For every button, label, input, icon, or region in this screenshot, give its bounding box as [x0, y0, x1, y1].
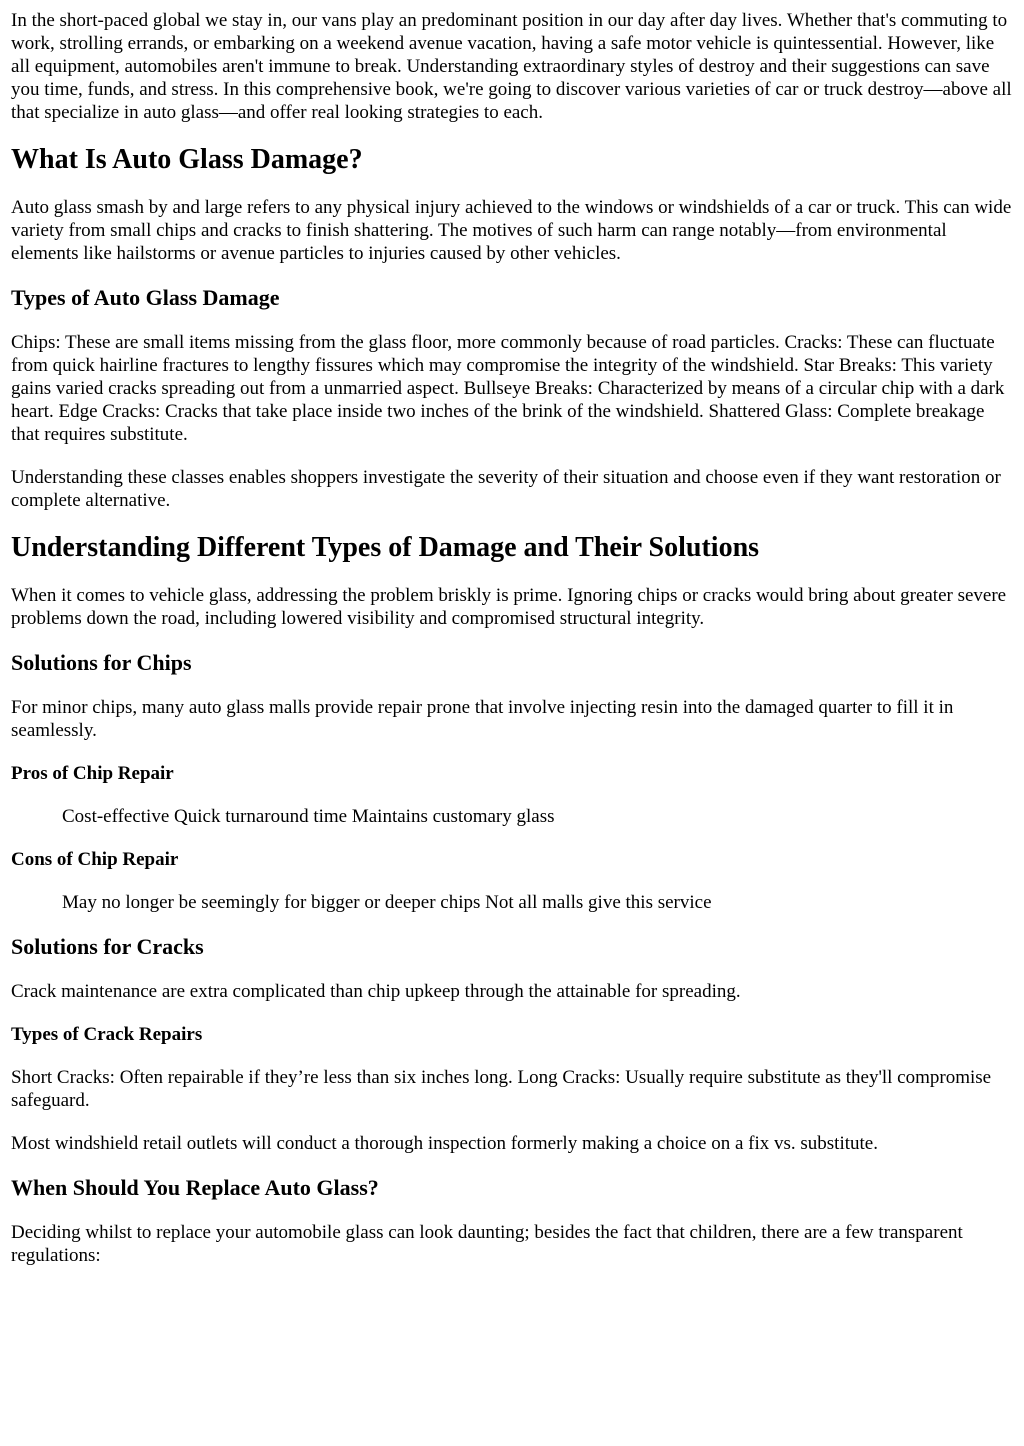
cracks-followup-paragraph: Most windshield retail outlets will conduct a thorough inspection formerly making a choice on a fix vs. substitute. [11, 1133, 878, 1154]
crack-repairs-paragraph: Short Cracks: Often repairable if they’re less than six inches long. Long Cracks: Usually require substitute as they'll compromise safeguard. [11, 1067, 992, 1111]
heading-cons-of-chip-repair: Cons of Chip Repair [11, 849, 179, 870]
cons-list-text: May no longer be seemingly for bigger or deeper chips Not all malls give this service [62, 892, 712, 913]
types-paragraph: Chips: These are small items missing from the glass floor, more commonly because of road particles. Cracks: These can fluctuate from quick hairline fractures to lengthy fissures which may compromise the integrity of the windshield. Star Breaks: This variety gains varied cracks spreading out from a unmarried aspect. Bullseye Breaks: Characterized by means of a circular chip with a dark heart. Edge Cracks: Cracks that take place inside two inches of the brink of the windshield. Shattered Glass: Complete breakage that requires substitute. [11, 332, 1005, 445]
heading-pros-of-chip-repair: Pros of Chip Repair [11, 763, 174, 784]
heading-types-of-crack-repairs: Types of Crack Repairs [11, 1024, 203, 1045]
auto-glass-damage-paragraph: Auto glass smash by and large refers to any physical injury achieved to the windows or windshields of a car or truck. This can wide variety from small chips and cracks to finish shattering. The motives of such harm can range notably—from environmental elements like hailstorms or avenue particles to injuries caused by other vehicles. [11, 197, 1012, 264]
intro-paragraph: In the short-paced global we stay in, our vans play an predominant position in our day after day lives. Whether that's commuting to work, strolling errands, or embarking on a weekend avenue vacation, having a safe motor vehicle is quintessential. However, like all equipment, automobiles aren't immune to break. Understanding extraordinary styles of destroy and their suggestions can save you time, funds, and stress. In this comprehensive book, we're going to discover various varieties of car or truck destroy—above all that specialize in auto glass—and offer real looking strategies to each. [11, 10, 1012, 123]
heading-understanding-damage-solutions: Understanding Different Types of Damage and Their Solutions [11, 532, 760, 563]
understanding-paragraph: When it comes to vehicle glass, addressing the problem briskly is prime. Ignoring chips or cracks would bring about greater severe problems down the road, including lowered visibility and compromised structural integrity. [11, 585, 1007, 629]
heading-solutions-for-chips: Solutions for Chips [11, 650, 192, 675]
heading-what-is-auto-glass-damage: What Is Auto Glass Damage? [11, 144, 363, 175]
heading-when-to-replace-auto-glass: When Should You Replace Auto Glass? [11, 1175, 379, 1200]
types-followup-paragraph: Understanding these classes enables shoppers investigate the severity of their situation and choose even if they want restoration or complete alternative. [11, 467, 1001, 511]
heading-solutions-for-cracks: Solutions for Cracks [11, 934, 204, 959]
heading-types-of-auto-glass-damage: Types of Auto Glass Damage [11, 285, 280, 310]
replace-paragraph: Deciding whilst to replace your automobile glass can look daunting; besides the fact that children, there are a few transparent regulations: [11, 1222, 963, 1266]
pros-list-text: Cost-effective Quick turnaround time Maintains customary glass [62, 806, 555, 827]
cracks-paragraph: Crack maintenance are extra complicated than chip upkeep through the attainable for spreading. [11, 981, 741, 1002]
chips-paragraph: For minor chips, many auto glass malls provide repair prone that involve injecting resin into the damaged quarter to fill it in seamlessly. [11, 697, 954, 741]
